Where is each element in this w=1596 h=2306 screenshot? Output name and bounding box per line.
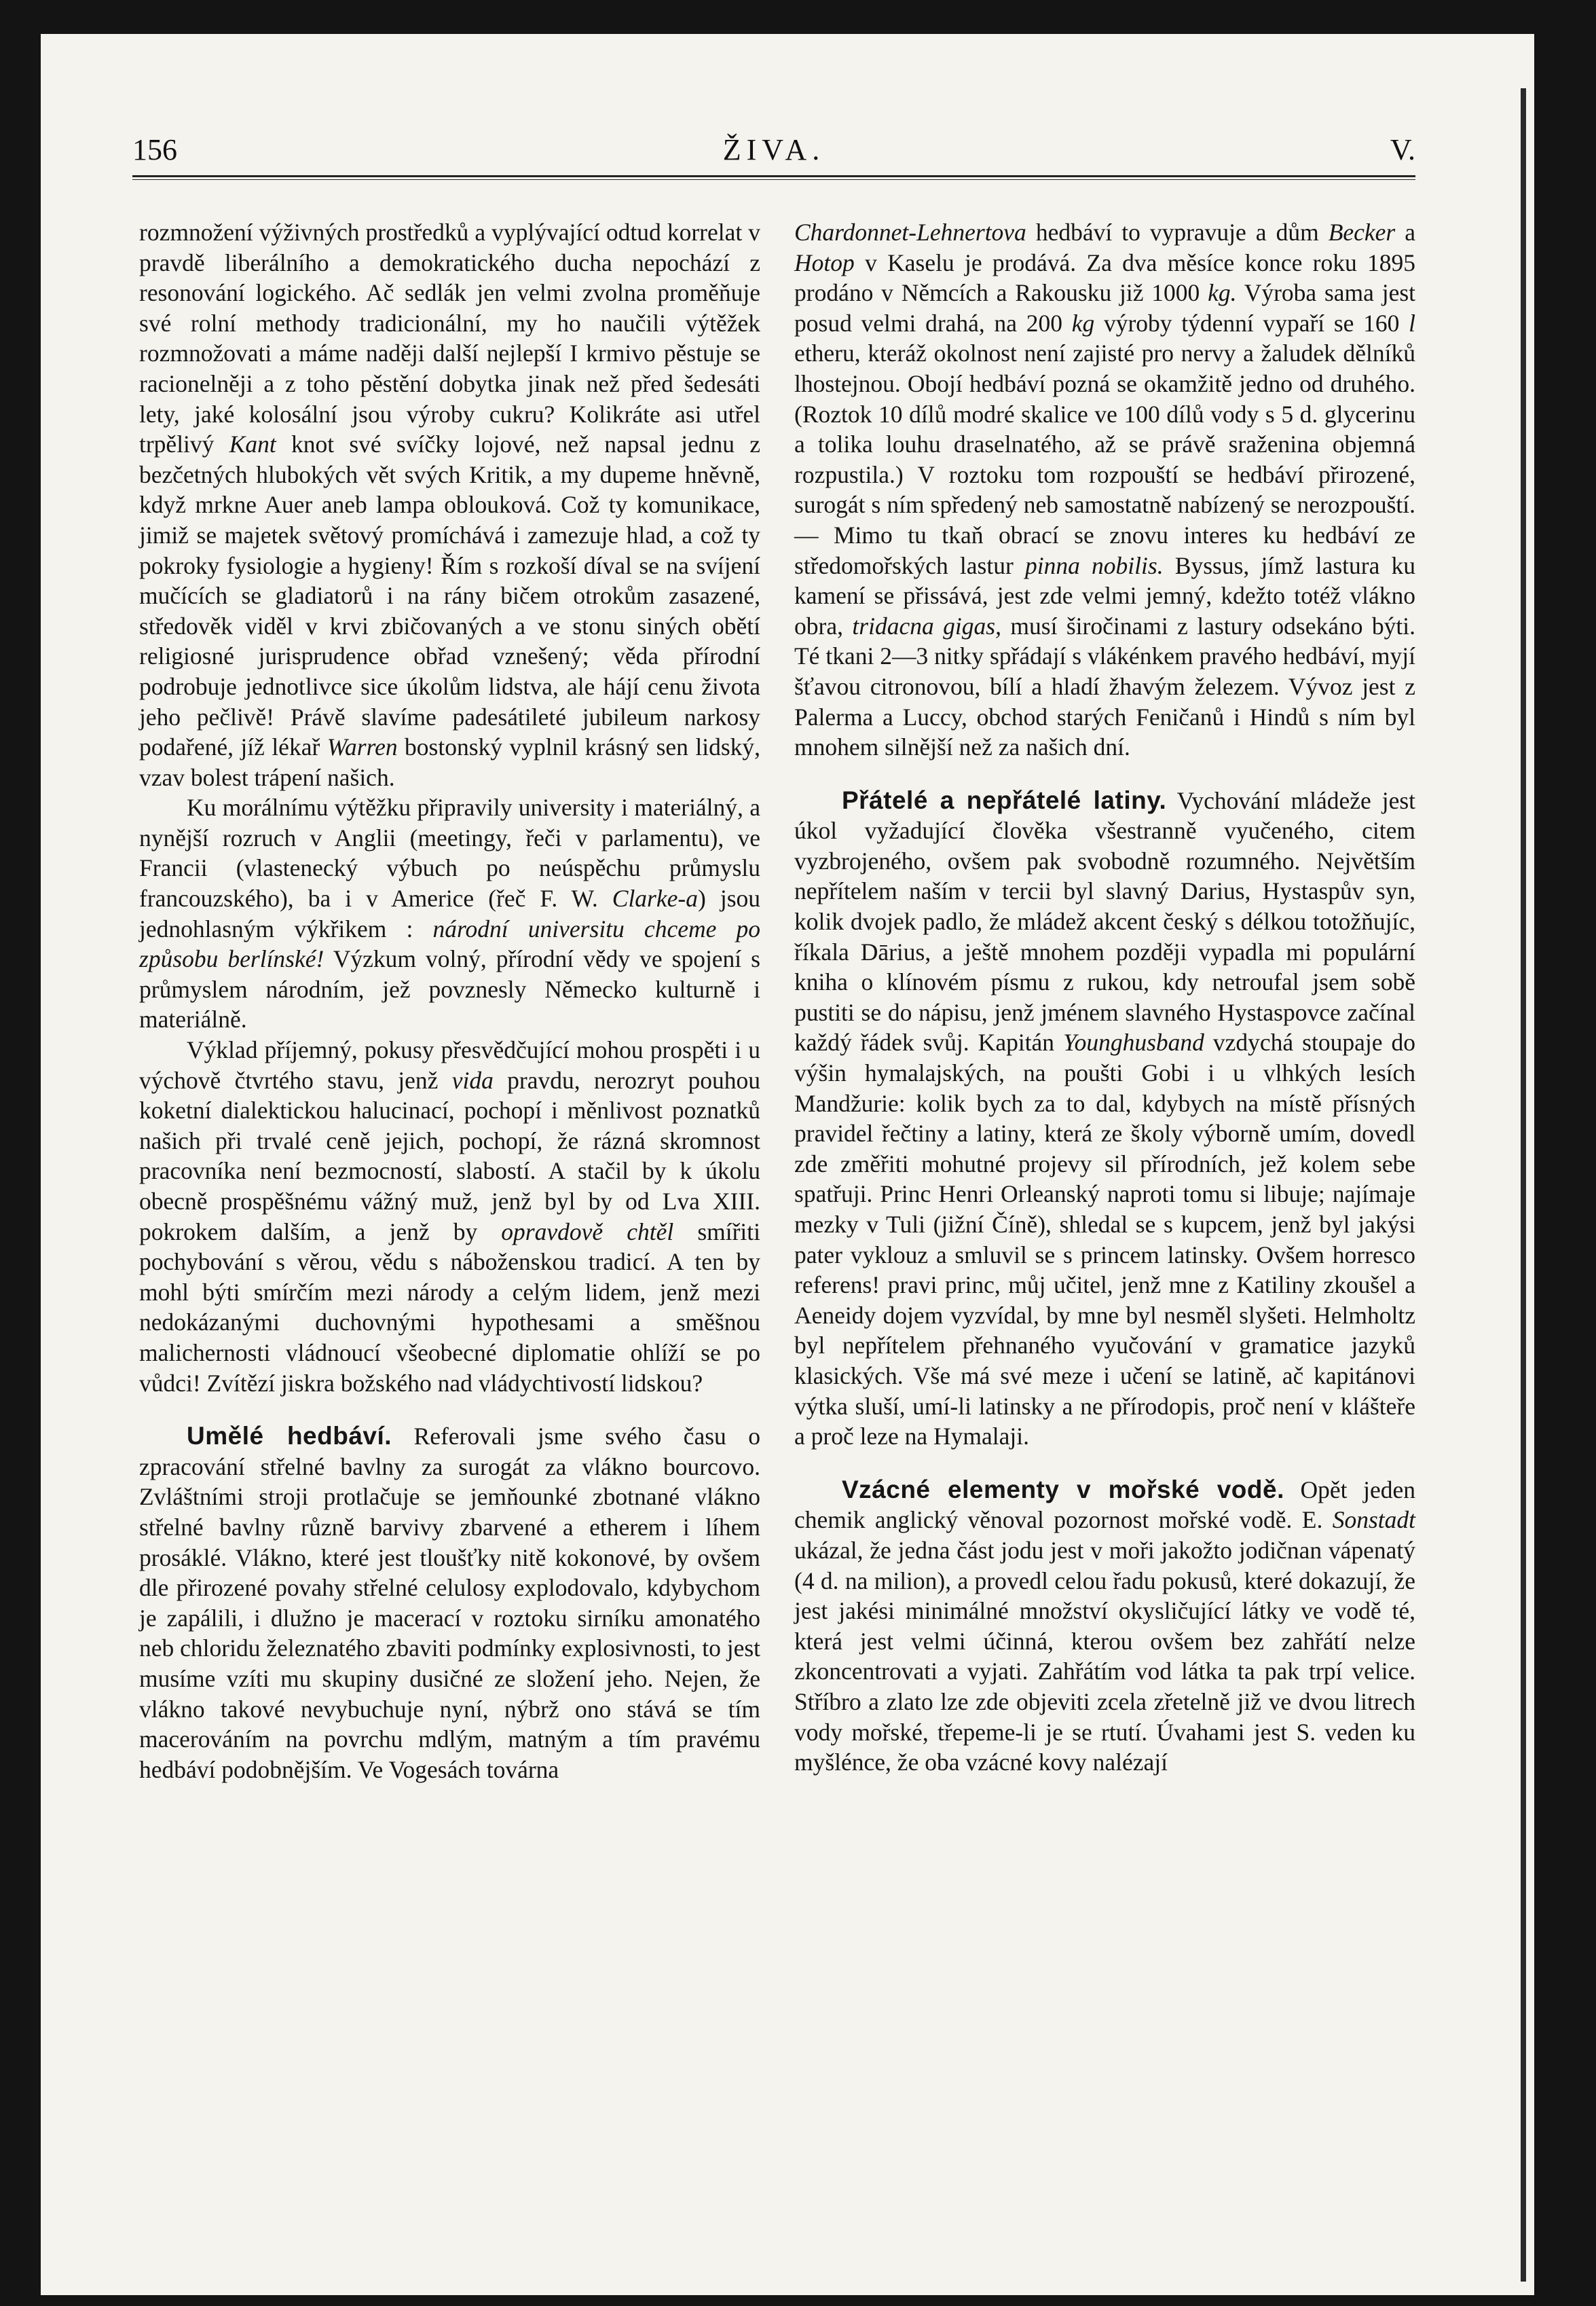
paragraph: Ku morálnímu výtěžku připravily university i materiálný, a nynější rozruch v Anglii (meetingy, řeči v parlamentu), ve Francii (vlastenecký výbuch po neúspěchu průmyslu francouzského), ba i v Americe (řeč F. W. Clarke-a) jsou jednohlasným výkřikem : národní universitu chceme po způsobu berlínské! Výzkum volný, přírodní vědy ve spojení s průmyslem národním, jež povznesly Německo kulturně i materiálně. [139, 794, 761, 1033]
paragraph: Chardonnet-Lehnertova hedbáví to vypravuje a dům Becker a Hotop v Kaselu je prodává. Za dva měsíce konce roku 1895 prodáno v Němcích a Rakousku již 1000 kg. Výroba sama jest posud velmi drahá, na 200 kg výroby týdenní vypaří se 160 l etheru, kteráž okolnost není zajisté pro nervy a žaludek dělníků lhostejnou. Obojí hedbáví pozná se okamžitě jedno od druhého. (Roztok 10 dílů modré skalice ve 100 dílů vody s 5 d. glycerinu a tolika louhu draselnatého, až se právě sraženina objemná rozpustila.) V roztoku tom rozpouští se hedbáví přirozené, surogát s ním spředený neb samostatně nabízený se nerozpouští. — Mimo tu tkaň obrací se znovu interes ku hedbáví ze středomořských lastur pinna nobilis. Byssus, jímž lastura ku kamení se přissává, jest zde velmi jemný, kdežto totéž vlákno obra, tridacna gigas, musí širočinami z lastury odsekáno býti. Té tkani 2—3 nitky spřádají s vlákénkem pravého hedbáví, myjí šťavou citronovou, bílí a hladí žhavým železem. Vývoz jest z Palerma a Luccy, obchod starých Feničanů i Hindů s ním byl mnohem silnější než za našich dní. [794, 219, 1416, 761]
page-header [132, 132, 1415, 173]
right-column [794, 217, 1415, 1778]
volume-number: V. [1390, 133, 1415, 166]
header-rule [132, 175, 1415, 180]
paragraph: Výklad příjemný, pokusy přesvědčující mohou prospěti i u výchově čtvrtého stavu, jenž vida pravdu, nerozryt pouhou koketní dialektickou halucinací, pochopí i měnlivost poznatků našich při trvalé ceně jejich, pochopí, že rázná skromnost pracovníka není bezmocností, slabostí. A stačil by k úkolu obecně prospěšnému vážný muž, jenž byl by od Lva XIII. pokrokem dalším, a jenž by opravdově chtěl smířiti pochybování s věrou, vědu s náboženskou tradicí. A ten by mohl býti smírčím mezi národy a celým lidem, jenž mezi nedokázanými duchovnými hypothesami a směšnou malichernosti vládnoucí všeobecné diplomatie ohlíží se po vůdci! Zvítězí jiskra božského nad vládychtivostí lidskou? [139, 1036, 761, 1397]
paragraph: rozmnožení výživných prostředků a vyplývající odtud korrelat v pravdě liberálního a demokratického ducha nepochází z resonování logického. Ač sedlák jen velmi zvolna proměňuje své rolní methody tradicionální, my ho naučili výtěžek rozmnožovati a máme naději další nejlepší I krmivo pěstuje se racionelněji a z toho pěstění dobytka jinak než před šedesáti lety, jaké kolosální jsou výroby cukru? Kolikráte asi utřel trpělivý Kant knot své svíčky lojové, než napsal jednu z bezčetných hlubokých vět svých Kritik, a my dupeme hněvně, když mrkne Auer aneb lampa oblouková. Což ty komunikace, jimiž se majetek světový promíchává i zamezuje hlad, a což ty pokroky fysiologie a hygieny! Řím s rozkoší díval se na svíjení mučících se gladiatorů i na rány bičem otrokům zasazené, středověk viděl v krvi zbičovaných a ve stonu siných obětí religiosné jurisprudence obřad vznešený; věda přírodní podrobuje jednotlivce sice úkolům lidstva, ale hájí cenu života jeho pečlivě! Právě slavíme padesátileté jubileum narkosy podařené, jíž lékař Warren bostonský vyplnil krásný sen lidský, vzav bolest trápení našich. [139, 219, 761, 791]
page-number: 156 [132, 133, 177, 166]
section-latin: Přátelé a nepřátelé latiny. Vychování mládeže jest úkol vyžadující člověka všestranně vyučeného, citem vyzbrojeného, ovšem pak svobodně rozumného. Největším nepřítelem naším v tercii byl slavný Darius, Hystaspův syn, kolik dvojek padlo, že mládež akcent český s délkou totožňujíc, říkala Dārius, a ještě mnohem později vypadla mi populární kniha o klínovém písmu z rukou, kdy netroufal jsem sobě pustiti se do nápisu, jenž jménem slavného Hystaspovce začínal každý řádek svůj. Kapitán Younghusband vzdychá stoupaje do výšin hymalajských, na poušti Gobi i u vlhkých lesích Mandžurie: kolik bych za to dal, kdybych na místě přísných pravidel řečtiny a latiny, která ze školy výborně umím, dovedl zde změřiti mohutné projevy sil přírodních, jež kolem sebe spatřuji. Princ Henri Orleanský naproti tomu si libuje; najímaje mezky v Tuli (jižní Číně), shledal se s kupcem, jenž byl jakýsi pater vyklouz a smluvil se s princem latinsky. Ovšem horresco referens! pravi princ, můj učitel, jenž mne z Katiliny zkoušel a Aeneidy dojem vyzvídal, by mne byl nesměl slyšeti. Helmholtz byl nepřítelem přehnaného vyučování v gramatice jazyků klasických. Vše má své meze i učení se latině, ač kapitánovi výtka sluší, umí-li latinsky a ne přírodopis, proč není v klášteře a proč leze na Hymalaji. [794, 786, 1416, 1450]
section-heading: Přátelé a nepřátelé latiny. [842, 786, 1167, 814]
section-heading: Vzácné elementy v mořské vodě. [842, 1475, 1284, 1503]
left-column [139, 217, 760, 1785]
binding-edge [1521, 88, 1526, 2282]
section-heading: Umělé hedbáví. [187, 1422, 392, 1450]
section-rare-elements: Vzácné elementy v mořské vodě. Opět jeden chemik anglický věnoval pozornost mořské vodě. E. Sonstadt ukázal, že jedna část jodu jest v moři jakožto jodičnan vápenatý (4 d. na milion), a provedl celou řadu pokusů, které dokazují, že jest jakési minimálné množství okysličující látky ve vodě té, která jest velmi účinná, kterou ovšem bez zahřátí nelze zkoncentrovati a vyjati. Zahřátím vod látka ta pak trpí velice. Stříbro a zlato lze zde objeviti zcela zřetelně již ve dvou litrech vody mořské, třepeme-li je se rtutí. Úvahami jest S. veden ku myšlénce, že oba vzácné kovy nalézají [794, 1475, 1416, 1776]
journal-title: ŽIVA. [722, 133, 825, 166]
section-artificial-silk: Umělé hedbáví. Referovali jsme svého času o zpracování střelné bavlny za surogát za vlákno bourcovo. Zvláštními stroji protlačuje se jemňounké zbotnané vlákno střelné bavlny různě barvivy zbarvené a etherem i líhem prosáklé. Vlákno, které jest tloušťky nitě kokonové, by ovšem dle přirozené povahy střelné celulosy explodovalo, kdybychom je zapálili, i dlužno je macerací v roztoku sirníku amonatého neb chloridu železnatého zbaviti podmínky explosivnosti, to jest musíme vzíti mu skupiny dusičné ze složení jeho. Nejen, že vlákno takové nevybuchuje nyní, nýbrž ono stává se tím macerováním na povrchu mdlým, matným a tím pravému hedbáví podobnějším. Ve Vogesách továrna [139, 1422, 761, 1783]
